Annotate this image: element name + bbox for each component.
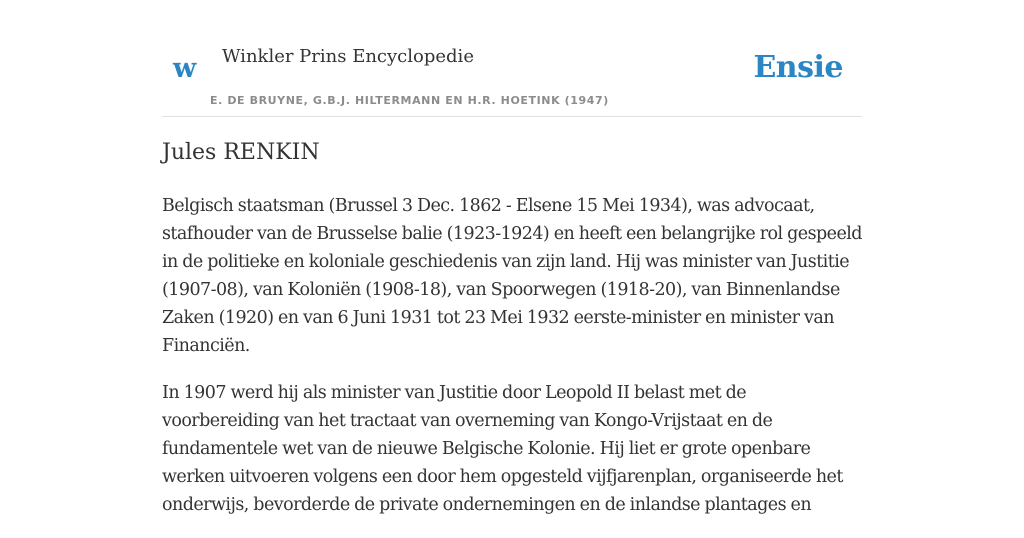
source-authors: E. DE BRUYNE, G.B.J. HILTERMANN EN H.R. HOETINK (1947)	[210, 94, 609, 107]
source-header	[162, 0, 862, 117]
article-paragraph: In 1907 werd hij als minister van Justitie door Leopold II belast met de voorbereiding van het tractaat van overneming van Kongo-Vrijstaat en de fundamentele wet van de nieuwe Belgische Kolonie. Hij liet er grote openbare werken uitvoeren volgens een door hem opgesteld vijfjarenplan, organiseerde het onderwijs, bevorderde de private ondernemingen en de inlandse plantages en	[162, 383, 843, 515]
source-logo-icon[interactable]: w	[173, 53, 197, 84]
ensie-logo[interactable]: Ensie	[753, 50, 843, 85]
article-body	[162, 192, 862, 538]
article-page	[162, 0, 862, 515]
article-paragraph: Belgisch staatsman (Brussel 3 Dec. 1862 - Elsene 15 Mei 1934), was advocaat, stafhouder van de Brusselse balie (1923-1924) en heeft een belangrijke rol gespeeld in de politieke en koloniale geschiedenis van zijn land. Hij was minister van Justitie (1907-08), van Koloniën (1908-18), van Spoorwegen (1918-20), van Binnenlandse Zaken (1920) en van 6 Juni 1931 tot 23 Mei 1932 eerste-minister en minister van Financiën.	[162, 196, 862, 356]
source-title[interactable]: Winkler Prins Encyclopedie	[222, 46, 474, 67]
article-title: Jules RENKIN	[162, 140, 320, 165]
